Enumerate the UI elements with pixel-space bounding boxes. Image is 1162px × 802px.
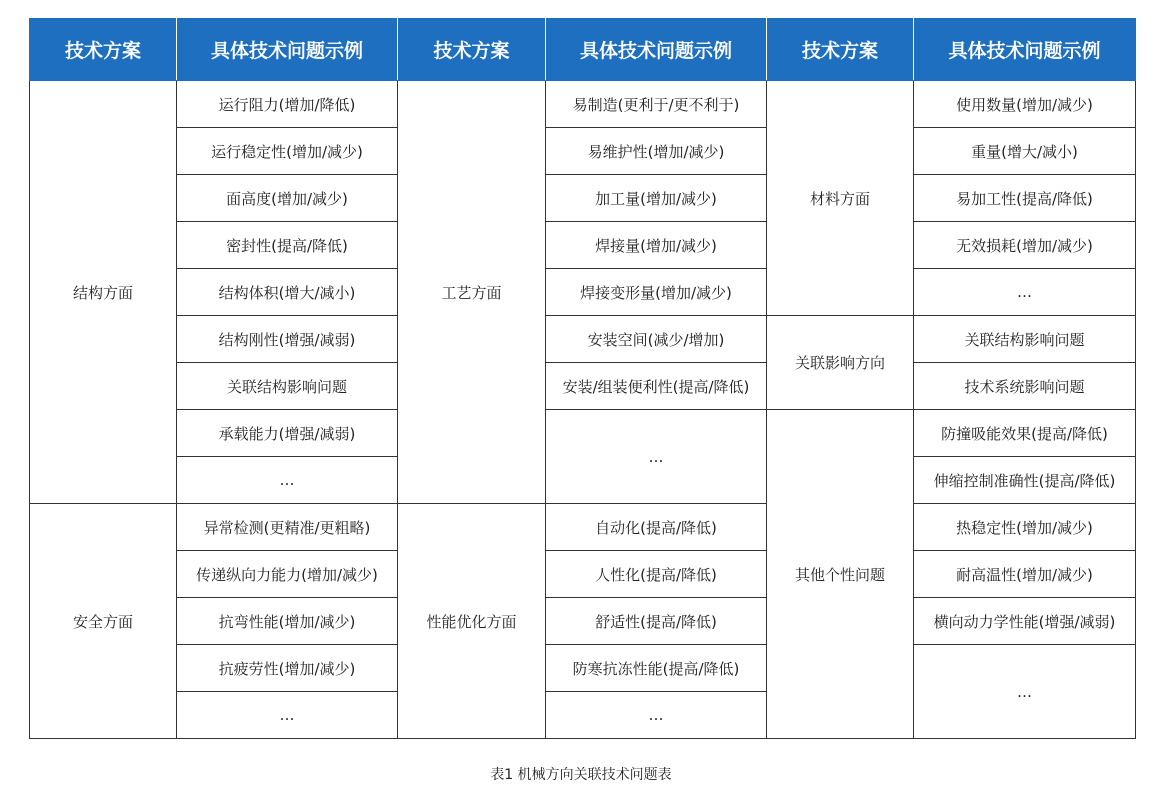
group-related: 关联影响方向 — [767, 316, 914, 410]
table-cell: 重量(增大/减小) — [914, 128, 1136, 175]
table-cell: 抗疲劳性(增加/减少) — [177, 645, 398, 692]
table-cell: 易加工性(提高/降低) — [914, 175, 1136, 222]
table-cell: 耐高温性(增加/减少) — [914, 551, 1136, 598]
table-row — [30, 410, 1136, 457]
table-cell: 技术系统影响问题 — [914, 363, 1136, 410]
table-row — [30, 645, 1136, 692]
table-cell: 加工量(增加/减少) — [546, 175, 767, 222]
table-cell: 伸缩控制准确性(提高/降低) — [914, 457, 1136, 504]
header-scheme-2: 技术方案 — [398, 19, 546, 81]
table-cell: 防撞吸能效果(提高/降低) — [914, 410, 1136, 457]
table-cell: 传递纵向力能力(增加/减少) — [177, 551, 398, 598]
table-cell: 自动化(提高/降低) — [546, 504, 767, 551]
table-cell: 舒适性(提高/降低) — [546, 598, 767, 645]
table-cell: 运行阻力(增加/降低) — [177, 81, 398, 128]
table-cell: … — [914, 645, 1136, 739]
header-examples-1: 具体技术问题示例 — [177, 19, 398, 81]
table-cell: 安装空间(减少/增加) — [546, 316, 767, 363]
table-cell: 使用数量(增加/减少) — [914, 81, 1136, 128]
table-cell: 抗弯性能(增加/减少) — [177, 598, 398, 645]
table-row — [30, 551, 1136, 598]
table-cell: 承载能力(增强/减弱) — [177, 410, 398, 457]
group-other: 其他个性问题 — [767, 410, 914, 739]
group-structure: 结构方面 — [30, 81, 177, 504]
table-cell: 异常检测(更精准/更粗略) — [177, 504, 398, 551]
table-cell: 防寒抗冻性能(提高/降低) — [546, 645, 767, 692]
group-safety: 安全方面 — [30, 504, 177, 739]
table-row — [30, 128, 1136, 175]
table-cell: 运行稳定性(增加/减少) — [177, 128, 398, 175]
header-row — [30, 19, 1136, 81]
table-cell: … — [177, 457, 398, 504]
table-row — [30, 81, 1136, 128]
table-cell: 安装/组装便利性(提高/降低) — [546, 363, 767, 410]
tech-problem-table — [29, 18, 1136, 739]
table-row — [30, 363, 1136, 410]
table-cell: 面高度(增加/减少) — [177, 175, 398, 222]
group-process: 工艺方面 — [398, 81, 546, 504]
table-cell: 热稳定性(增加/减少) — [914, 504, 1136, 551]
table-row — [30, 504, 1136, 551]
table-cell: 焊接变形量(增加/减少) — [546, 269, 767, 316]
table-row — [30, 269, 1136, 316]
table-row — [30, 316, 1136, 363]
table-cell: 人性化(提高/降低) — [546, 551, 767, 598]
table-cell: 关联结构影响问题 — [914, 316, 1136, 363]
table-cell: … — [914, 269, 1136, 316]
group-performance: 性能优化方面 — [398, 504, 546, 739]
group-material: 材料方面 — [767, 81, 914, 316]
table-cell: 易制造(更利于/更不利于) — [546, 81, 767, 128]
table-cell: 易维护性(增加/减少) — [546, 128, 767, 175]
table-cell: … — [177, 692, 398, 739]
table-row — [30, 598, 1136, 645]
header-examples-2: 具体技术问题示例 — [546, 19, 767, 81]
table-cell: 结构刚性(增强/减弱) — [177, 316, 398, 363]
table-cell: 关联结构影响问题 — [177, 363, 398, 410]
header-examples-3: 具体技术问题示例 — [914, 19, 1136, 81]
header-scheme-3: 技术方案 — [767, 19, 914, 81]
header-scheme-1: 技术方案 — [30, 19, 177, 81]
table-caption: 表1 机械方向关联技术问题表 — [490, 767, 672, 783]
table-cell: 横向动力学性能(增强/减弱) — [914, 598, 1136, 645]
table-cell: … — [546, 410, 767, 504]
table-cell: … — [546, 692, 767, 739]
table-cell: 密封性(提高/降低) — [177, 222, 398, 269]
table-cell: 结构体积(增大/减小) — [177, 269, 398, 316]
table-row — [30, 222, 1136, 269]
table-row — [30, 175, 1136, 222]
table-cell: 焊接量(增加/减少) — [546, 222, 767, 269]
table-cell: 无效损耗(增加/减少) — [914, 222, 1136, 269]
